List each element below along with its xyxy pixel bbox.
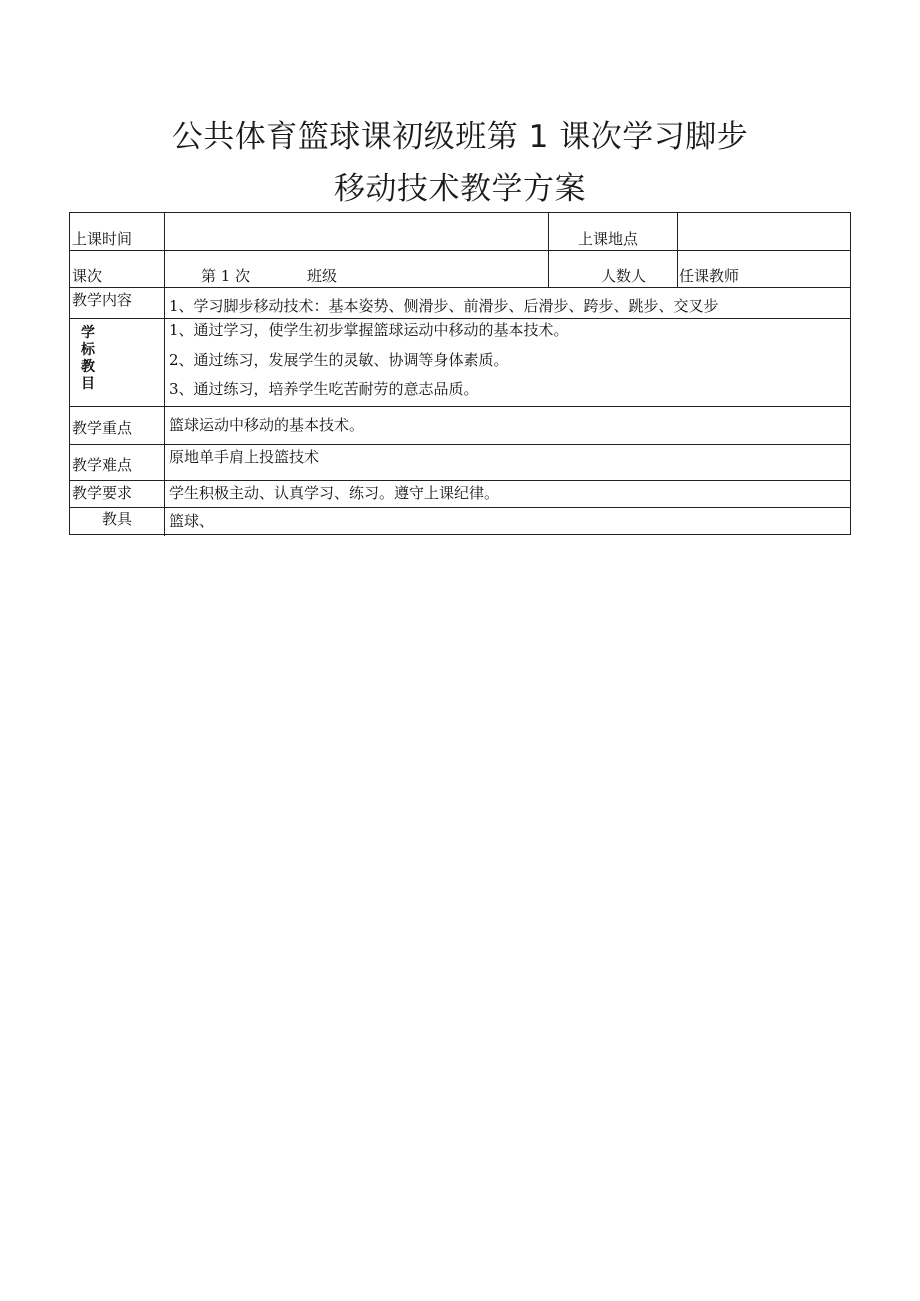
row-divider [70,480,850,481]
content-label: 教学内容 [72,291,133,309]
class-time-label: 上课时间 [72,230,133,248]
objective-item: 2、通过练习，发展学生的灵敏、协调等身体素质。 [169,351,509,369]
row-divider [70,406,850,407]
requirements-label: 教学要求 [72,484,133,502]
headcount-label: 人数人 [601,267,647,285]
column-divider [677,213,678,288]
row-divider [70,444,850,445]
column-divider [164,213,165,536]
row-divider [70,287,850,288]
document-title-line-2: 移动技术教学方案 [334,171,586,207]
requirements-value: 学生积极主动、认真学习、练习。遵守上课纪律。 [169,484,500,502]
session-value: 第 1 次 [201,267,251,285]
teacher-label: 任课教师 [679,267,740,285]
lesson-plan-table [69,212,851,535]
document-title-line-1: 公共体育篮球课初级班第 1 课次学习脚步 [171,119,749,155]
key-points-label: 教学重点 [72,419,133,437]
difficulty-label: 教学难点 [72,456,133,474]
row-divider [70,318,850,319]
objective-item: 1、通过学习，使学生初步掌握篮球运动中移动的基本技术。 [169,321,569,339]
objectives-label: 学标教目 [81,325,95,392]
session-label: 课次 [72,267,103,285]
column-divider [548,213,549,288]
key-points-value: 篮球运动中移动的基本技术。 [169,416,365,434]
objective-item: 3、通过练习，培养学生吃苦耐劳的意志品质。 [169,380,479,398]
difficulty-value: 原地单手肩上投篮技术 [169,448,320,466]
equipment-value: 篮球、 [169,512,215,530]
location-label: 上课地点 [578,230,639,248]
class-label: 班级 [307,267,338,285]
equipment-label: 教具 [102,510,133,528]
row-divider [70,507,850,508]
content-value: 1、学习脚步移动技术：基本姿势、侧滑步、前滑步、后滑步、跨步、跳步、交叉步 [169,297,719,315]
row-divider [70,250,850,251]
